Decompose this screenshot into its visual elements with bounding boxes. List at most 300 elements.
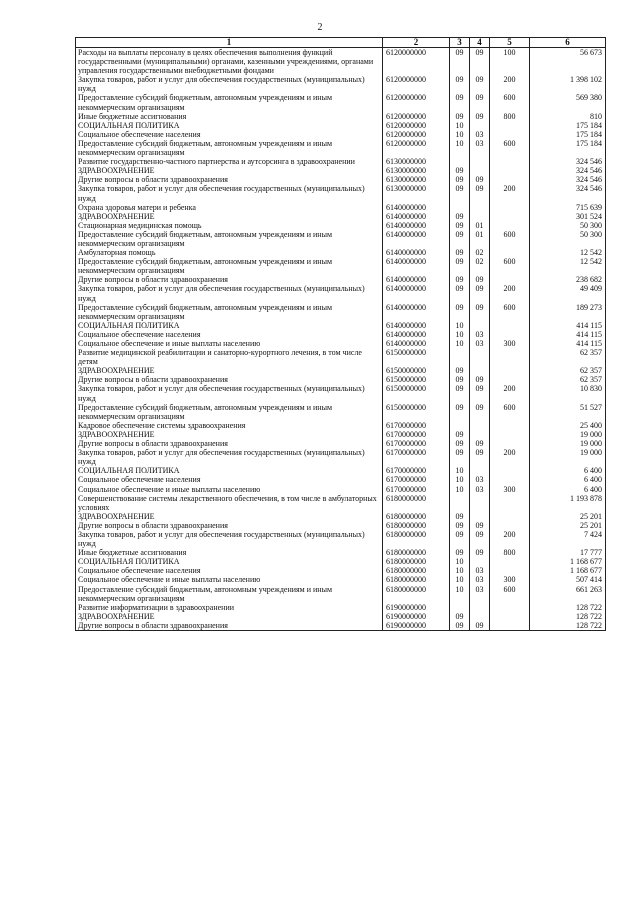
table-row [76, 521, 606, 530]
row-name-cell: Социальное обеспечение и иные выплаты населению [76, 575, 383, 584]
table-row [76, 257, 606, 275]
row-expense-type-cell [490, 466, 530, 475]
row-subsection-cell: 09 [470, 284, 490, 302]
row-amount-cell: 19 000 [530, 430, 606, 439]
row-amount-cell: 10 830 [530, 384, 606, 402]
row-code-cell: 6140000000 [383, 275, 450, 284]
header-col-2: 2 [383, 38, 450, 48]
row-name-cell: Развитие медицинской реабилитации и санаторно-курортного лечения, в том числе детям [76, 348, 383, 366]
row-section-cell: 09 [450, 448, 470, 466]
table-row [76, 485, 606, 494]
row-code-cell: 6140000000 [383, 339, 450, 348]
table-row [76, 175, 606, 184]
row-expense-type-cell [490, 521, 530, 530]
row-name-cell: Другие вопросы в области здравоохранения [76, 621, 383, 631]
row-name-cell: Социальное обеспечение населения [76, 130, 383, 139]
table-row [76, 403, 606, 421]
row-amount-cell: 49 409 [530, 284, 606, 302]
row-section-cell: 10 [450, 130, 470, 139]
row-amount-cell: 128 722 [530, 621, 606, 631]
row-section-cell: 09 [450, 512, 470, 521]
table-row [76, 130, 606, 139]
row-section-cell: 09 [450, 112, 470, 121]
row-expense-type-cell: 800 [490, 112, 530, 121]
header-col-4: 4 [470, 38, 490, 48]
row-amount-cell: 19 000 [530, 448, 606, 466]
header-col-1: 1 [76, 38, 383, 48]
row-amount-cell: 6 400 [530, 485, 606, 494]
row-section-cell: 10 [450, 330, 470, 339]
row-name-cell: Предоставление субсидий бюджетным, автономным учреждениям и иным некоммерческим организациям [76, 230, 383, 248]
row-expense-type-cell [490, 475, 530, 484]
row-code-cell: 6170000000 [383, 466, 450, 475]
row-name-cell: Развитие государственно-частного партнерства и аутсорсинга в здравоохранении [76, 157, 383, 166]
row-expense-type-cell: 600 [490, 93, 530, 111]
row-section-cell: 09 [450, 230, 470, 248]
row-code-cell: 6140000000 [383, 321, 450, 330]
row-expense-type-cell: 600 [490, 257, 530, 275]
row-subsection-cell [470, 466, 490, 475]
budget-table [75, 37, 606, 631]
row-name-cell: Социальное обеспечение населения [76, 475, 383, 484]
header-col-6: 6 [530, 38, 606, 48]
table-row [76, 612, 606, 621]
row-name-cell: Закупка товаров, работ и услуг для обеспечения государственных (муниципальных) нужд [76, 448, 383, 466]
row-amount-cell: 50 300 [530, 221, 606, 230]
row-code-cell: 6170000000 [383, 485, 450, 494]
row-code-cell: 6140000000 [383, 284, 450, 302]
row-expense-type-cell [490, 221, 530, 230]
row-expense-type-cell: 200 [490, 448, 530, 466]
row-code-cell: 6140000000 [383, 203, 450, 212]
row-expense-type-cell [490, 212, 530, 221]
row-subsection-cell [470, 557, 490, 566]
row-expense-type-cell: 300 [490, 339, 530, 348]
row-expense-type-cell [490, 348, 530, 366]
row-code-cell: 6120000000 [383, 48, 450, 76]
row-subsection-cell: 09 [470, 75, 490, 93]
row-amount-cell: 51 527 [530, 403, 606, 421]
row-section-cell: 09 [450, 75, 470, 93]
row-expense-type-cell: 200 [490, 184, 530, 202]
row-subsection-cell [470, 512, 490, 521]
row-code-cell: 6190000000 [383, 612, 450, 621]
table-row [76, 421, 606, 430]
row-expense-type-cell [490, 275, 530, 284]
row-name-cell: Социальное обеспечение населения [76, 330, 383, 339]
row-amount-cell: 25 201 [530, 512, 606, 521]
row-section-cell: 09 [450, 375, 470, 384]
row-name-cell: Другие вопросы в области здравоохранения [76, 375, 383, 384]
page-number: 2 [317, 22, 323, 33]
table-row [76, 121, 606, 130]
row-section-cell: 09 [450, 621, 470, 631]
table-row [76, 321, 606, 330]
row-code-cell: 6150000000 [383, 375, 450, 384]
row-name-cell: Закупка товаров, работ и услуг для обеспечения государственных (муниципальных) нужд [76, 284, 383, 302]
row-section-cell [450, 421, 470, 430]
row-name-cell: Другие вопросы в области здравоохранения [76, 275, 383, 284]
row-amount-cell: 12 542 [530, 248, 606, 257]
row-expense-type-cell: 600 [490, 303, 530, 321]
row-expense-type-cell: 300 [490, 575, 530, 584]
row-code-cell: 6150000000 [383, 366, 450, 375]
row-code-cell: 6180000000 [383, 548, 450, 557]
row-subsection-cell: 09 [470, 548, 490, 557]
table-row [76, 375, 606, 384]
row-name-cell: Иные бюджетные ассигнования [76, 112, 383, 121]
row-section-cell: 09 [450, 284, 470, 302]
row-code-cell: 6120000000 [383, 75, 450, 93]
row-expense-type-cell [490, 330, 530, 339]
row-amount-cell: 810 [530, 112, 606, 121]
table-row [76, 557, 606, 566]
row-amount-cell: 19 000 [530, 439, 606, 448]
row-name-cell: СОЦИАЛЬНАЯ ПОЛИТИКА [76, 121, 383, 130]
row-subsection-cell [470, 603, 490, 612]
row-subsection-cell: 09 [470, 403, 490, 421]
row-expense-type-cell: 600 [490, 403, 530, 421]
table-row [76, 330, 606, 339]
row-code-cell: 6150000000 [383, 384, 450, 402]
table-row [76, 230, 606, 248]
table-row [76, 248, 606, 257]
row-name-cell: СОЦИАЛЬНАЯ ПОЛИТИКА [76, 321, 383, 330]
row-expense-type-cell: 300 [490, 485, 530, 494]
row-name-cell: ЗДРАВООХРАНЕНИЕ [76, 612, 383, 621]
table-row [76, 303, 606, 321]
row-name-cell: ЗДРАВООХРАНЕНИЕ [76, 366, 383, 375]
row-name-cell: Развитие информатизации в здравоохранении [76, 603, 383, 612]
row-expense-type-cell: 200 [490, 75, 530, 93]
row-code-cell: 6180000000 [383, 557, 450, 566]
row-code-cell: 6140000000 [383, 230, 450, 248]
row-subsection-cell [470, 166, 490, 175]
row-code-cell: 6140000000 [383, 303, 450, 321]
row-name-cell: Предоставление субсидий бюджетным, автономным учреждениям и иным некоммерческим организациям [76, 403, 383, 421]
row-amount-cell: 507 414 [530, 575, 606, 584]
row-subsection-cell: 03 [470, 475, 490, 484]
row-subsection-cell: 09 [470, 93, 490, 111]
table-row [76, 275, 606, 284]
row-code-cell: 6140000000 [383, 248, 450, 257]
row-subsection-cell [470, 612, 490, 621]
table-row [76, 621, 606, 631]
row-subsection-cell [470, 212, 490, 221]
row-name-cell: ЗДРАВООХРАНЕНИЕ [76, 430, 383, 439]
row-subsection-cell [470, 348, 490, 366]
row-code-cell: 6120000000 [383, 93, 450, 111]
row-subsection-cell: 09 [470, 621, 490, 631]
row-subsection-cell [470, 421, 490, 430]
row-amount-cell: 6 400 [530, 466, 606, 475]
row-name-cell: Охрана здоровья матери и ребенка [76, 203, 383, 212]
table-row [76, 75, 606, 93]
table-row [76, 494, 606, 512]
table-row [76, 112, 606, 121]
row-amount-cell: 17 777 [530, 548, 606, 557]
row-subsection-cell: 09 [470, 521, 490, 530]
row-amount-cell: 1 193 878 [530, 494, 606, 512]
row-section-cell: 09 [450, 366, 470, 375]
table-row [76, 166, 606, 175]
table-row [76, 603, 606, 612]
row-name-cell: Амбулаторная помощь [76, 248, 383, 257]
row-section-cell [450, 157, 470, 166]
table-row [76, 284, 606, 302]
row-subsection-cell: 09 [470, 384, 490, 402]
table-row [76, 221, 606, 230]
row-code-cell: 6140000000 [383, 257, 450, 275]
row-subsection-cell [470, 157, 490, 166]
row-name-cell: Закупка товаров, работ и услуг для обеспечения государственных (муниципальных) нужд [76, 530, 383, 548]
table-row [76, 203, 606, 212]
row-expense-type-cell [490, 366, 530, 375]
row-section-cell: 09 [450, 166, 470, 175]
table-row [76, 384, 606, 402]
table-row [76, 157, 606, 166]
row-code-cell: 6190000000 [383, 603, 450, 612]
header-row [76, 38, 606, 48]
row-expense-type-cell [490, 557, 530, 566]
row-amount-cell: 56 673 [530, 48, 606, 76]
row-amount-cell: 189 273 [530, 303, 606, 321]
row-subsection-cell: 09 [470, 303, 490, 321]
row-expense-type-cell: 200 [490, 284, 530, 302]
row-subsection-cell [470, 494, 490, 512]
row-name-cell: Совершенствование системы лекарственного обеспечения, в том числе в амбулаторных условиях [76, 494, 383, 512]
row-expense-type-cell [490, 166, 530, 175]
row-amount-cell: 6 400 [530, 475, 606, 484]
row-amount-cell: 7 424 [530, 530, 606, 548]
row-subsection-cell [470, 366, 490, 375]
table-row [76, 566, 606, 575]
row-section-cell: 09 [450, 48, 470, 76]
row-subsection-cell: 09 [470, 439, 490, 448]
row-name-cell: Другие вопросы в области здравоохранения [76, 521, 383, 530]
row-name-cell: СОЦИАЛЬНАЯ ПОЛИТИКА [76, 557, 383, 566]
table-row [76, 439, 606, 448]
row-section-cell: 10 [450, 585, 470, 603]
row-amount-cell: 12 542 [530, 257, 606, 275]
row-subsection-cell: 09 [470, 275, 490, 284]
row-subsection-cell: 03 [470, 139, 490, 157]
row-expense-type-cell [490, 621, 530, 631]
row-expense-type-cell [490, 612, 530, 621]
table-row [76, 475, 606, 484]
table-row [76, 585, 606, 603]
row-section-cell: 10 [450, 485, 470, 494]
row-section-cell: 10 [450, 121, 470, 130]
row-subsection-cell: 09 [470, 175, 490, 184]
table-row [76, 366, 606, 375]
row-code-cell: 6140000000 [383, 330, 450, 339]
row-amount-cell: 324 546 [530, 166, 606, 175]
row-section-cell: 10 [450, 339, 470, 348]
row-section-cell: 10 [450, 475, 470, 484]
row-expense-type-cell [490, 175, 530, 184]
row-section-cell [450, 203, 470, 212]
row-amount-cell: 1 398 102 [530, 75, 606, 93]
row-code-cell: 6180000000 [383, 585, 450, 603]
row-amount-cell: 62 357 [530, 375, 606, 384]
row-section-cell: 09 [450, 175, 470, 184]
row-amount-cell: 128 722 [530, 612, 606, 621]
row-expense-type-cell [490, 603, 530, 612]
row-name-cell: Предоставление субсидий бюджетным, автономным учреждениям и иным некоммерческим организациям [76, 93, 383, 111]
row-subsection-cell: 03 [470, 330, 490, 339]
row-section-cell: 09 [450, 303, 470, 321]
row-section-cell: 09 [450, 612, 470, 621]
row-expense-type-cell [490, 203, 530, 212]
row-expense-type-cell [490, 512, 530, 521]
row-subsection-cell: 09 [470, 448, 490, 466]
row-name-cell: ЗДРАВООХРАНЕНИЕ [76, 212, 383, 221]
row-subsection-cell [470, 430, 490, 439]
table-row [76, 512, 606, 521]
row-code-cell: 6120000000 [383, 112, 450, 121]
row-subsection-cell: 03 [470, 130, 490, 139]
row-section-cell: 09 [450, 521, 470, 530]
row-subsection-cell: 09 [470, 530, 490, 548]
row-subsection-cell: 03 [470, 566, 490, 575]
row-code-cell: 6180000000 [383, 566, 450, 575]
table-row [76, 48, 606, 76]
row-section-cell: 09 [450, 530, 470, 548]
row-section-cell: 09 [450, 403, 470, 421]
row-name-cell: Закупка товаров, работ и услуг для обеспечения государственных (муниципальных) нужд [76, 184, 383, 202]
row-name-cell: Социальное обеспечение и иные выплаты населению [76, 485, 383, 494]
row-amount-cell: 25 201 [530, 521, 606, 530]
row-section-cell: 09 [450, 93, 470, 111]
row-subsection-cell: 09 [470, 375, 490, 384]
row-code-cell: 6150000000 [383, 348, 450, 366]
table-row [76, 530, 606, 548]
row-expense-type-cell: 600 [490, 139, 530, 157]
row-subsection-cell: 01 [470, 221, 490, 230]
row-amount-cell: 62 357 [530, 366, 606, 375]
row-name-cell: Предоставление субсидий бюджетным, автономным учреждениям и иным некоммерческим организациям [76, 303, 383, 321]
row-name-cell: Иные бюджетные ассигнования [76, 548, 383, 557]
row-code-cell: 6170000000 [383, 448, 450, 466]
row-section-cell: 09 [450, 212, 470, 221]
row-expense-type-cell: 800 [490, 548, 530, 557]
row-subsection-cell: 03 [470, 575, 490, 584]
table-row [76, 448, 606, 466]
row-expense-type-cell [490, 430, 530, 439]
row-code-cell: 6130000000 [383, 157, 450, 166]
row-code-cell: 6180000000 [383, 530, 450, 548]
row-section-cell: 09 [450, 257, 470, 275]
row-name-cell: Стационарная медицинская помощь [76, 221, 383, 230]
header-col-5: 5 [490, 38, 530, 48]
row-expense-type-cell [490, 494, 530, 512]
row-amount-cell: 238 682 [530, 275, 606, 284]
row-name-cell: ЗДРАВООХРАНЕНИЕ [76, 166, 383, 175]
row-section-cell [450, 348, 470, 366]
row-code-cell: 6140000000 [383, 221, 450, 230]
row-section-cell: 09 [450, 430, 470, 439]
row-amount-cell: 715 639 [530, 203, 606, 212]
table-row [76, 575, 606, 584]
row-expense-type-cell [490, 157, 530, 166]
row-amount-cell: 62 357 [530, 348, 606, 366]
row-section-cell: 09 [450, 248, 470, 257]
row-subsection-cell: 01 [470, 230, 490, 248]
row-expense-type-cell [490, 248, 530, 257]
row-name-cell: ЗДРАВООХРАНЕНИЕ [76, 512, 383, 521]
row-amount-cell: 25 400 [530, 421, 606, 430]
row-subsection-cell: 09 [470, 184, 490, 202]
row-subsection-cell: 09 [470, 48, 490, 76]
row-amount-cell: 1 168 677 [530, 557, 606, 566]
row-code-cell: 6140000000 [383, 212, 450, 221]
row-subsection-cell [470, 321, 490, 330]
row-amount-cell: 661 263 [530, 585, 606, 603]
header-col-3: 3 [450, 38, 470, 48]
row-amount-cell: 175 184 [530, 121, 606, 130]
row-section-cell: 09 [450, 184, 470, 202]
row-code-cell: 6170000000 [383, 430, 450, 439]
row-section-cell: 10 [450, 566, 470, 575]
row-section-cell [450, 603, 470, 612]
row-code-cell: 6180000000 [383, 575, 450, 584]
row-subsection-cell: 03 [470, 485, 490, 494]
row-section-cell: 10 [450, 139, 470, 157]
row-code-cell: 6120000000 [383, 130, 450, 139]
row-expense-type-cell [490, 439, 530, 448]
row-expense-type-cell: 200 [490, 530, 530, 548]
row-subsection-cell: 02 [470, 248, 490, 257]
table-body [76, 48, 606, 631]
row-code-cell: 6170000000 [383, 439, 450, 448]
row-amount-cell: 414 115 [530, 321, 606, 330]
row-name-cell: Социальное обеспечение населения [76, 566, 383, 575]
table-row [76, 548, 606, 557]
row-expense-type-cell [490, 321, 530, 330]
row-subsection-cell: 03 [470, 585, 490, 603]
row-name-cell: Социальное обеспечение и иные выплаты населению [76, 339, 383, 348]
row-name-cell: Другие вопросы в области здравоохранения [76, 439, 383, 448]
row-expense-type-cell [490, 421, 530, 430]
table-row [76, 466, 606, 475]
row-amount-cell: 50 300 [530, 230, 606, 248]
table-row [76, 348, 606, 366]
row-amount-cell: 175 184 [530, 130, 606, 139]
row-amount-cell: 175 184 [530, 139, 606, 157]
row-expense-type-cell [490, 130, 530, 139]
row-amount-cell: 301 524 [530, 212, 606, 221]
row-section-cell: 10 [450, 575, 470, 584]
row-expense-type-cell: 200 [490, 384, 530, 402]
row-amount-cell: 324 546 [530, 175, 606, 184]
row-name-cell: СОЦИАЛЬНАЯ ПОЛИТИКА [76, 466, 383, 475]
row-code-cell: 6130000000 [383, 184, 450, 202]
table-row [76, 430, 606, 439]
row-subsection-cell: 03 [470, 339, 490, 348]
row-name-cell: Другие вопросы в области здравоохранения [76, 175, 383, 184]
row-section-cell: 09 [450, 384, 470, 402]
row-name-cell: Кадровое обеспечение системы здравоохранения [76, 421, 383, 430]
row-name-cell: Предоставление субсидий бюджетным, автономным учреждениям и иным некоммерческим организациям [76, 257, 383, 275]
row-section-cell [450, 494, 470, 512]
row-code-cell: 6170000000 [383, 421, 450, 430]
row-subsection-cell [470, 121, 490, 130]
row-name-cell: Закупка товаров, работ и услуг для обеспечения государственных (муниципальных) нужд [76, 384, 383, 402]
row-amount-cell: 569 380 [530, 93, 606, 111]
row-code-cell: 6120000000 [383, 121, 450, 130]
row-code-cell: 6120000000 [383, 139, 450, 157]
